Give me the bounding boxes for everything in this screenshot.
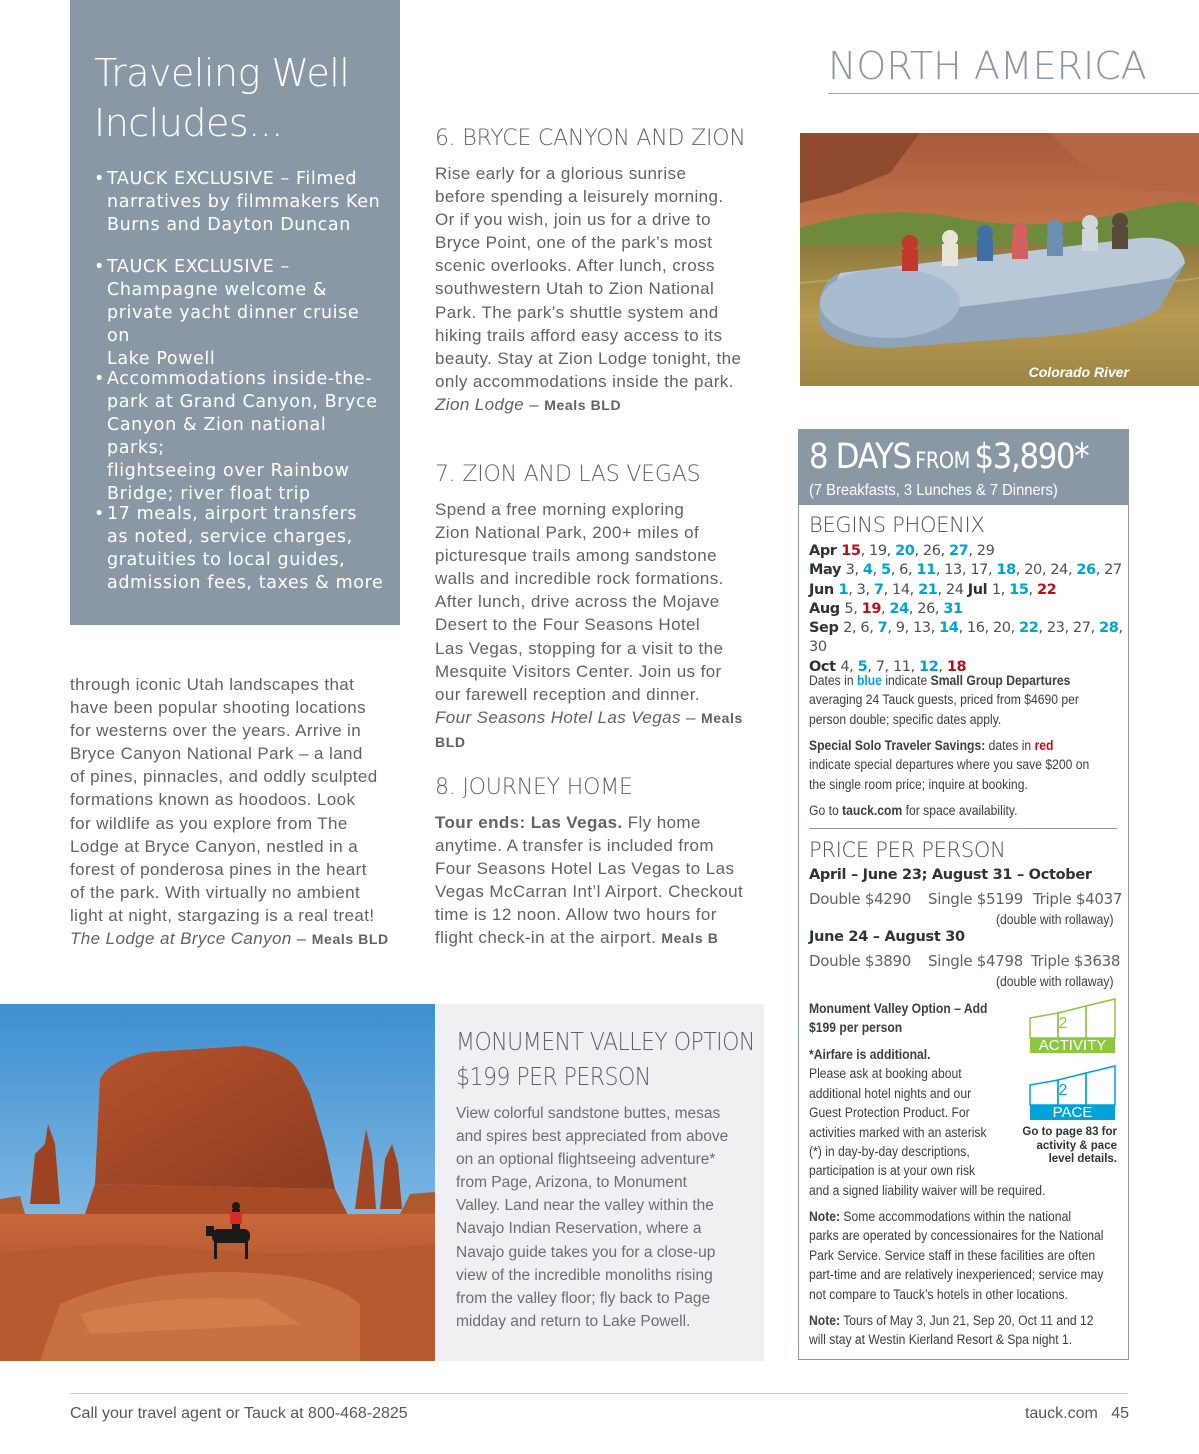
text-line: Bridge; river float trip	[107, 484, 311, 504]
date-regular: 16	[966, 620, 985, 637]
date-regular: 2	[843, 620, 852, 637]
text-line: Guest Protection Product. For	[809, 1105, 970, 1121]
date-blue: 11	[916, 562, 936, 579]
text-line: gratuities to local guides,	[107, 550, 346, 570]
date-red: 22	[1036, 581, 1057, 598]
date-blue: 27	[948, 543, 969, 559]
date-blue: 20	[895, 543, 915, 559]
date-blue: 5	[881, 562, 891, 579]
date-regular: 20	[1024, 562, 1042, 579]
bullet: •	[94, 504, 105, 524]
inclusion-item	[94, 368, 384, 506]
footer-rule	[70, 1393, 1128, 1394]
dash: –	[291, 929, 312, 949]
inclusion-text	[94, 503, 384, 595]
rollaway-note: (double with rollaway)	[996, 974, 1114, 989]
date-red: 19	[861, 600, 882, 617]
text-line: Desert to the Four Seasons Hotel	[435, 615, 701, 635]
text-fragment: flight check-in at the airport.	[435, 928, 657, 948]
month-label: Aug	[809, 600, 845, 617]
text-line: Go to page 83 for	[1022, 1126, 1117, 1138]
date-red: 18	[946, 658, 967, 675]
date-blue: 26	[1076, 562, 1096, 579]
text-line: before spending a leisurely morning.	[435, 187, 724, 207]
pace-level-number: 2	[1058, 1082, 1068, 1099]
text-line: flightseeing over Rainbow	[107, 461, 350, 481]
monument-valley-text	[456, 1102, 766, 1333]
bullet: •	[94, 169, 105, 189]
text-line: picturesque trails among sandstone	[435, 546, 717, 566]
rollaway-note: (double with rollaway)	[996, 912, 1114, 927]
month-label: Oct	[809, 658, 841, 675]
text-line: Champagne welcome &	[107, 280, 328, 300]
day7-text	[435, 498, 775, 754]
text-line: participation is at your own risk	[809, 1163, 976, 1179]
meals-label: Meals BLD	[435, 709, 743, 750]
double-price: Double $3890	[809, 952, 912, 970]
month-label: Jul	[967, 581, 992, 598]
text-line: Accommodations inside-the-	[107, 369, 373, 389]
text-line: Las Vegas, stopping for a visit to the	[435, 638, 724, 658]
text-line: 17 meals, airport transfers	[107, 504, 358, 524]
text-fragment: Fly home	[622, 813, 701, 832]
price-headline	[809, 437, 1088, 477]
text-line: TAUCK EXCLUSIVE –	[107, 257, 290, 277]
date-regular: 24	[945, 581, 964, 598]
day8-text	[435, 811, 775, 951]
month-label: May	[809, 562, 846, 579]
pace-label: PACE	[1052, 1104, 1093, 1121]
date-regular: 30	[809, 639, 827, 656]
date-blue: 31	[943, 600, 963, 617]
date-blue: 14	[939, 620, 959, 637]
hotel-name: Zion Lodge	[435, 394, 525, 414]
price-per-person-title: PRICE PER PERSON	[809, 838, 1006, 862]
title-line: Includes...	[94, 101, 283, 145]
date-row: Jun 1, 3, 7, 14, 21, 24 Jul 1, 15, 22	[809, 581, 1057, 598]
text-fragment: indicate	[881, 673, 931, 688]
text-line: formations known as hoodoos. Look	[70, 790, 356, 810]
text-line: on an optional flightseeing adventure*	[456, 1151, 716, 1169]
airfare-note	[809, 1045, 1124, 1200]
date-blue: 1	[838, 581, 849, 598]
text-fragment: Go to	[809, 803, 843, 818]
month-label: Apr	[809, 543, 842, 559]
date-regular: 24	[1050, 562, 1068, 579]
text-line: time is 12 noon. Allow two hours for	[435, 905, 717, 925]
date-regular: 23	[1046, 620, 1065, 637]
text-line: activity & pace	[1036, 1139, 1117, 1152]
bold-fragment: Special Solo Traveler Savings:	[809, 738, 986, 753]
red-word: red	[1034, 738, 1054, 753]
text-line: private yacht dinner cruise on	[107, 303, 360, 346]
note-label: Note:	[809, 1209, 841, 1224]
date-regular: 14	[892, 581, 910, 598]
region-rule	[828, 93, 1199, 94]
text-line: part-time and are relatively inexperienced; service may	[809, 1267, 1104, 1283]
bullet: •	[94, 369, 105, 389]
text-line: Park Service. Service staff in these facilities are often	[809, 1247, 1096, 1263]
day8-heading: 8. JOURNEY HOME	[435, 775, 633, 800]
text-line: park at Grand Canyon, Bryce	[107, 392, 378, 412]
bold-fragment: Small Group Departures	[930, 673, 1071, 688]
price-header	[798, 429, 1129, 505]
mv-option-note	[809, 999, 987, 1038]
note-westin: Note: Tours of May 3, Jun 21, Sep 20, Oct 11 and 12 will stay at Westin Kierland Resort & Spa night 1.	[809, 1311, 1124, 1350]
text-line: Mesquite Visitors Center. Join us for	[435, 661, 722, 681]
date-regular: 13	[912, 620, 931, 637]
text-line: averaging 24 Tauck guests, priced from $4690 per	[809, 692, 1079, 708]
date-regular: 26	[922, 543, 941, 559]
text-line: narratives by filmmakers Ken	[107, 192, 381, 212]
tour-ends-lead: Tour ends: Las Vegas.	[435, 813, 623, 832]
text-line: (*) in day-by-day descriptions,	[809, 1144, 970, 1160]
text-line: only accommodations inside the park.	[435, 371, 734, 391]
dash: –	[680, 707, 701, 727]
text-line: Monument Valley Option – Add	[809, 1001, 988, 1016]
departure-dates	[809, 542, 1129, 677]
text-line: Canyon & Zion national parks;	[107, 415, 327, 458]
date-blue: 5	[857, 658, 868, 675]
text-fragment: dates in	[985, 738, 1035, 753]
note-label: Note:	[809, 1313, 841, 1328]
inclusion-text	[94, 368, 384, 506]
text-line: hiking trails afford easy access to its	[435, 325, 723, 345]
text-line: from Page, Arizona, to Monument	[456, 1174, 687, 1192]
text-line: scenic overlooks. After lunch, cross	[435, 256, 715, 276]
date-blue: 22	[1019, 620, 1039, 637]
tauck-link[interactable]: tauck.com	[842, 803, 903, 818]
date-red: 15	[841, 543, 861, 559]
small-group-note	[809, 671, 1124, 729]
text-line: level details.	[1048, 1153, 1117, 1165]
date-regular: 9	[895, 620, 905, 637]
text-line: will stay at Westin Kierland Resort & Spa night 1.	[809, 1332, 1073, 1348]
text-line: Bryce Point, one of the park’s most	[435, 233, 713, 253]
text-line: Valley. Land near the valley within the	[456, 1197, 714, 1215]
date-regular: 7	[875, 658, 885, 675]
text-line: and a signed liability waiver will be required.	[809, 1182, 1046, 1198]
date-regular: 3	[856, 581, 866, 598]
photo-caption: Colorado River	[1028, 364, 1129, 380]
text-fragment: Dates in	[809, 673, 857, 688]
region-title: NORTH AMERICA	[828, 44, 1147, 88]
month-label: Jun	[809, 581, 839, 598]
colorado-river-photo	[800, 133, 1199, 386]
date-blue: 28	[1099, 620, 1119, 637]
date-blue: 15	[1009, 581, 1029, 598]
from-price: $3,890*	[974, 437, 1089, 477]
date-regular: 6	[899, 562, 908, 579]
text-line: Burns and Dayton Duncan	[107, 215, 351, 235]
text-line: Or if you wish, join us for a drive to	[435, 210, 711, 230]
text-line: light at night, stargazing is a real treat!	[70, 905, 375, 925]
date-blue: 24	[889, 600, 909, 617]
inclusion-item	[94, 503, 384, 595]
date-regular: 27	[1072, 620, 1091, 637]
text-line: Vegas McCarran Int’l Airport. Checkout	[435, 882, 744, 902]
date-row: Apr 15, 19, 20, 26, 27, 29	[809, 543, 995, 559]
text-line: anytime. A transfer is included from	[435, 836, 714, 856]
date-blue: 4	[862, 562, 873, 579]
text-line: of pines, pinnacles, and oddly sculpted	[70, 767, 378, 787]
solo-savings-note	[809, 736, 1124, 794]
date-regular: 29	[976, 543, 995, 559]
bullet: •	[94, 257, 105, 277]
text-line: forest of ponderosa pines in the heart	[70, 859, 367, 879]
text-line: parks are operated by concessionaires for the National	[809, 1228, 1104, 1244]
date-row: Sep 2, 6, 7, 9, 13, 14, 16, 20, 22, 23, 27, 28, 30	[809, 620, 1123, 656]
day7-heading: 7. ZION AND LAS VEGAS	[435, 462, 701, 487]
bold-line: *Airfare is additional.	[809, 1047, 931, 1062]
date-regular: 27	[1104, 562, 1122, 579]
text-line: $199 per person	[809, 1020, 903, 1036]
footer-page-info	[1025, 1405, 1129, 1423]
text-line: Four Seasons Hotel Las Vegas to Las	[435, 859, 735, 879]
date-regular: 13	[944, 562, 962, 579]
meals-summary: (7 Breakfasts, 3 Lunches & 7 Dinners)	[809, 482, 1058, 499]
activity-level-number: 2	[1058, 1015, 1068, 1032]
text-line: additional hotel nights and our	[809, 1085, 972, 1101]
text-line: Park. The park’s shuttle system and	[435, 302, 719, 322]
text-line: for wildlife as you explore from The	[70, 813, 348, 833]
dash: –	[524, 394, 545, 414]
river-illustration	[800, 133, 1199, 386]
single-price: Single $4798	[928, 952, 1023, 970]
inclusion-item	[94, 168, 384, 237]
date-regular: 4	[840, 658, 850, 675]
date-regular: 19	[869, 543, 887, 559]
single-price: Single $5199	[928, 890, 1023, 908]
text-line: as noted, service charges,	[107, 527, 353, 547]
text-line: view of the incredible monoliths rising	[456, 1266, 713, 1284]
text-line: southwestern Utah to Zion National	[435, 279, 715, 299]
text-line: TAUCK EXCLUSIVE – Filmed	[107, 169, 358, 189]
date-regular: 26	[917, 600, 935, 617]
date-blue: 12	[919, 658, 939, 675]
date-blue: 7	[877, 620, 888, 637]
traveling-well-title	[94, 48, 394, 148]
day6-text	[435, 162, 775, 417]
text-line: After lunch, drive across the Mojave	[435, 592, 720, 612]
monument-valley-photo	[0, 1004, 435, 1361]
inclusion-text	[94, 256, 384, 371]
note-concessionaires: Note: Some accommodations within the national parks are operated by concessionaires for the National Park Service. Service staff in these facilities are often part-time and are relatively inexperienced; service may not compare to Tauck’s hotels in other locations.	[809, 1207, 1124, 1304]
text-line: midday and return to Lake Powell.	[456, 1312, 691, 1330]
date-regular: 5	[844, 600, 854, 617]
season1-dates: April – June 23; August 31 – October	[809, 867, 1092, 883]
date-blue: 7	[873, 581, 884, 598]
monument-valley-title	[456, 1024, 755, 1094]
page-number: 45	[1111, 1405, 1129, 1422]
text-line: indicate special departures where you save $200 on	[809, 757, 1090, 773]
hotel-name: Four Seasons Hotel Las Vegas	[435, 707, 681, 727]
text-line: have been popular shooting locations	[70, 698, 367, 718]
date-regular: 20	[992, 620, 1011, 637]
text-line: from the valley floor; fly back to Page	[456, 1289, 711, 1307]
text-line: Please ask at booking about	[809, 1066, 962, 1082]
date-regular: 11	[892, 658, 911, 675]
text-line: View colorful sandstone buttes, mesas	[456, 1105, 721, 1122]
monument-valley-box	[435, 1004, 764, 1361]
footer-site-link[interactable]: tauck.com	[1024, 1405, 1098, 1422]
meals-label: Meals BLD	[311, 931, 389, 948]
text-line: and spires best appreciated from above	[456, 1128, 729, 1146]
month-label: Sep	[809, 620, 844, 637]
text-line: activities marked with an asterisk	[809, 1124, 987, 1140]
left-column-text	[70, 673, 410, 951]
date-regular: 6	[860, 620, 870, 637]
traveling-well-box	[70, 0, 400, 625]
hotel-name: The Lodge at Bryce Canyon	[70, 929, 292, 949]
inclusion-text	[94, 168, 384, 237]
text-line: our farewell reception and dinner.	[435, 684, 700, 704]
text-line: Lake Powell	[107, 349, 216, 369]
title-line: MONUMENT VALLEY OPTION	[456, 1027, 755, 1056]
date-blue: 21	[918, 581, 938, 598]
availability-note	[809, 801, 1124, 820]
title-line: Traveling Well	[94, 51, 350, 95]
monument-valley-illustration	[0, 1004, 435, 1361]
text-line: person double; specific dates apply.	[809, 711, 1002, 727]
text-line: for westerns over the years. Arrive in	[70, 721, 362, 741]
date-row: Oct 4, 5, 7, 11, 12, 18	[809, 658, 967, 675]
text-line: of the park. With virtually no ambient	[70, 882, 361, 902]
meals-label: Meals B	[661, 930, 719, 947]
meals-label: Meals BLD	[544, 396, 622, 413]
date-row: May 3, 4, 5, 6, 11, 13, 17, 18, 20, 24, 26, 27	[809, 562, 1122, 579]
triple-price: Triple $3638	[1031, 952, 1121, 970]
blue-word: blue	[856, 673, 882, 688]
title-line: $199 PER PERSON	[456, 1062, 651, 1091]
text-line: not compare to Tauck’s hotels in other locations.	[809, 1286, 1068, 1302]
text-line: Navajo guide takes you for a close-up	[456, 1243, 716, 1261]
text-line: Navajo Indian Reservation, where a	[456, 1220, 702, 1238]
date-regular: 1	[991, 581, 1001, 598]
text-line: admission fees, taxes & more	[107, 573, 384, 593]
text-line: Spend a free morning exploring	[435, 500, 685, 519]
season1-prices	[809, 890, 1123, 908]
activity-label: ACTIVITY	[1038, 1037, 1107, 1054]
double-price: Double $4290	[809, 890, 912, 908]
divider	[809, 828, 1117, 829]
date-regular: 3	[845, 562, 855, 579]
triple-price: Triple $4037	[1033, 890, 1123, 908]
text-fragment: for space availability.	[902, 803, 1018, 818]
text-line: the single room price; inquire at booking.	[809, 776, 1028, 792]
text-line: beauty. Stay at Zion Lodge tonight, the	[435, 348, 742, 368]
date-blue: 18	[996, 562, 1016, 579]
date-row: Aug 5, 19, 24, 26, 31	[809, 600, 963, 617]
from-label: FROM	[915, 449, 970, 474]
day6-heading: 6. BRYCE CANYON AND ZION	[435, 126, 746, 151]
text-line: through iconic Utah landscapes that	[70, 675, 355, 694]
text-line: Lodge at Bryce Canyon, nestled in a	[70, 836, 359, 856]
inclusion-item	[94, 256, 384, 371]
text-line: Bryce Canyon National Park – a land	[70, 744, 363, 764]
begins-city: BEGINS PHOENIX	[809, 513, 985, 537]
date-regular: 17	[970, 562, 988, 579]
days-label: 8 DAYS	[809, 437, 911, 477]
text-line: walls and incredible rock formations.	[435, 569, 724, 589]
season2-prices	[809, 952, 1121, 970]
text-line: Zion National Park, 200+ miles of	[435, 523, 700, 543]
text-line: Rise early for a glorious sunrise	[435, 164, 687, 183]
footer-contact: Call your travel agent or Tauck at 800-468-2825	[70, 1405, 408, 1422]
season2-dates: June 24 – August 30	[809, 929, 965, 945]
